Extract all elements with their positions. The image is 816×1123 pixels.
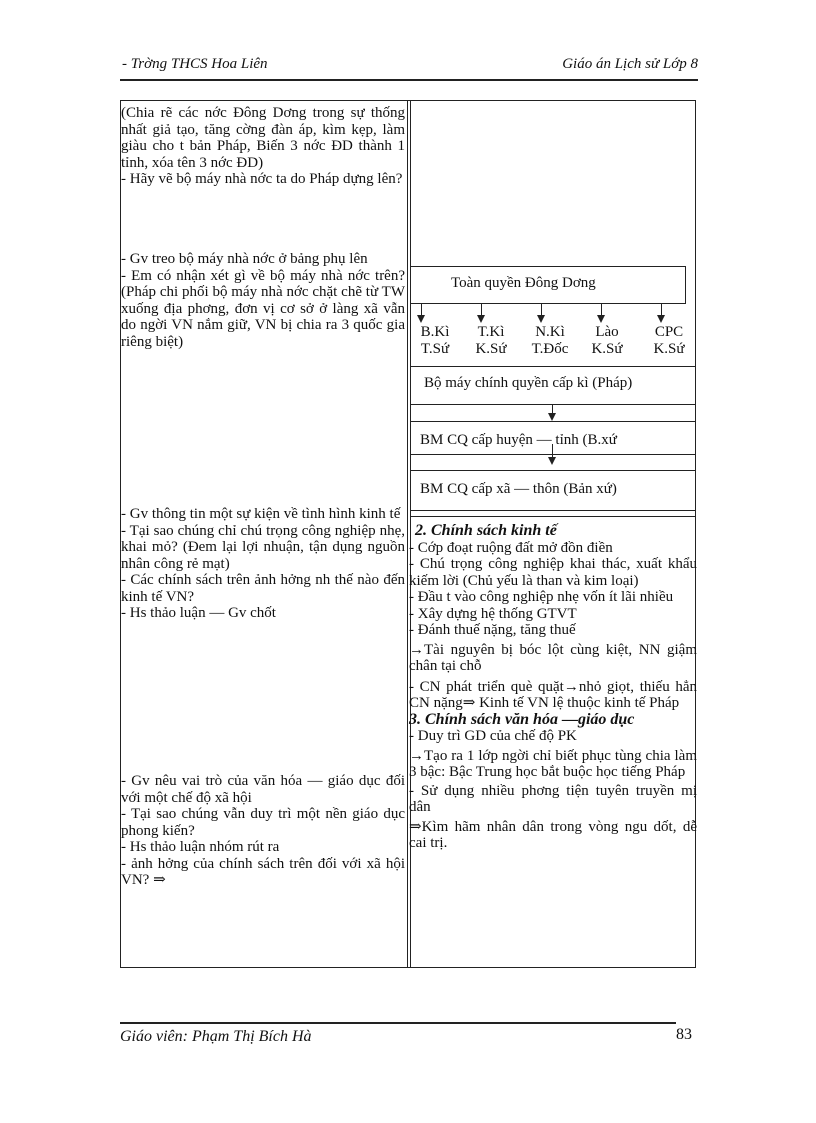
- section-heading: 3. Chính sách văn hóa —giáo dục: [409, 710, 635, 728]
- right-paragraph: →Tạo ra 1 lớp ngời chỉ biết phục tùng chia làm 3 bậc: Bậc Trung học bắt buộc học tiếng Pháp: [409, 747, 697, 780]
- level3-label: BM CQ cấp xã — thôn (Bản xứ): [420, 481, 617, 497]
- level1-label: Bộ máy chính quyền cấp kì (Pháp): [424, 375, 633, 391]
- arrow-down-icon: [477, 315, 485, 323]
- right-paragraph: - Xây dựng hệ thống GTVT: [409, 605, 577, 622]
- page-number: 83: [676, 1026, 692, 1043]
- level2-label: BM CQ cấp huyện — tỉnh (B.xứ: [420, 432, 617, 448]
- diagram-rule: [410, 404, 696, 405]
- left-paragraph: - Các chính sách trên ảnh hởng nh thế nào đến kinh tế VN?: [121, 572, 405, 605]
- diagram-rule: [410, 366, 696, 367]
- left-block-4: [121, 773, 405, 889]
- left-paragraph: - Tại sao chúng chỉ chú trọng công nghiệp nhẹ, khai mỏ? (Đem lại lợi nhuận, tận dụng nguồn nhân công rẻ mạt): [121, 522, 405, 572]
- arrow-down-icon: [417, 315, 425, 323]
- right-paragraph: →Tài nguyên bị bóc lột cùng kiệt, NN giậm chân tại chỗ: [409, 641, 697, 674]
- diagram-rule: [410, 516, 696, 517]
- right-paragraph: - Đánh thuế nặng, tăng thuế: [409, 622, 576, 638]
- right-paragraph: - Cớp đoạt ruộng đất mở đồn điền: [409, 539, 613, 556]
- page-header: [122, 56, 698, 76]
- section-heading: 2. Chính sách kinh tế: [415, 522, 557, 539]
- left-paragraph: - Hãy vẽ bộ máy nhà nớc ta do Pháp dựng lên?: [121, 171, 403, 187]
- governor-general-box: [410, 266, 686, 304]
- right-paragraph: - CN phát triển què quặt→nhỏ giọt, thiếu hẳn CN nặng⇒ Kinh tế VN lệ thuộc kinh tế Pháp: [409, 678, 697, 711]
- right-paragraph: - Duy trì GD của chế độ PK: [409, 728, 577, 744]
- left-paragraph: - Tại sao chúng vẫn duy trì một nền giáo dục phong kiến?: [121, 806, 405, 839]
- diagram-rule: [410, 454, 696, 455]
- left-block-2: [121, 251, 405, 350]
- header-rule: [120, 79, 698, 81]
- arrow-down-icon: [548, 413, 556, 421]
- school-name: - Trờng THCS Hoa Liên: [122, 56, 268, 72]
- arrow-down-icon: [537, 315, 545, 323]
- left-block-3: [121, 506, 405, 622]
- agency-nam-ki: N.Kì T.Đốc: [531, 324, 569, 357]
- left-paragraph: - Gv treo bộ máy nhà nớc ở bảng phụ lên: [121, 251, 368, 267]
- footer-rule: [120, 1022, 676, 1024]
- document-title: Giáo án Lịch sử Lớp 8: [562, 56, 698, 72]
- arrow-down-icon: [657, 315, 665, 323]
- right-paragraph: - Sử dụng nhiều phơng tiện tuyên truyền mị dân: [409, 782, 697, 815]
- agency-cpc: CPC K.Sứ: [653, 324, 685, 357]
- left-paragraph: (Chia rẽ các nớc Đông Dơng trong sự thống nhất giả tạo, tăng cờng đàn áp, kìm kẹp, làm giàu cho t bản Pháp, Biến 3 nớc ĐD thành 1 tỉnh, xóa tên 3 nớc ĐD): [121, 105, 405, 171]
- left-paragraph: - ảnh hởng của chính sách trên đối với xã hội VN? ⇒: [121, 855, 405, 888]
- left-paragraph: - Em có nhận xét gì về bộ máy nhà nớc trên? (Pháp chi phối bộ máy nhà nớc chặt chẽ từ TW xuống địa phơng, đơn vị cơ sở ở làng xã vẫn do ngời VN nắm giữ, VN bị chia ra 3 quốc gia riêng biệt): [121, 267, 405, 350]
- agency-bac-ki: B.Kì T.Sứ: [420, 324, 450, 357]
- left-paragraph: - Hs thảo luận nhóm rút ra: [121, 839, 280, 855]
- arrow-down-icon: [597, 315, 605, 323]
- left-paragraph: - Hs thảo luận — Gv chốt: [121, 605, 276, 621]
- diagram-rule: [410, 470, 696, 471]
- left-paragraph: - Gv nêu vai trò của văn hóa — giáo dục đối với một chế độ xã hội: [121, 773, 405, 806]
- agency-trung-ki: T.Kì K.Sứ: [475, 324, 507, 357]
- agency-lao: Lào K.Sứ: [591, 324, 623, 357]
- arrow-down-icon: [548, 457, 556, 465]
- diagram-rule: [410, 510, 696, 511]
- right-paragraph: - Chú trọng công nghiệp khai thác, xuất khẩu kiếm lời (Chủ yếu là than và kim loại): [409, 556, 697, 589]
- connector: [552, 444, 553, 458]
- right-paragraph: - Đầu t vào công nghiệp nhẹ vốn ít lãi nhiều: [409, 589, 674, 605]
- left-paragraph: - Gv thông tin một sự kiện về tình hình kinh tế: [121, 506, 401, 522]
- right-paragraph: ⇒Kìm hãm nhân dân trong vòng ngu dốt, dễ cai trị.: [409, 818, 697, 851]
- left-block-1: [121, 105, 405, 188]
- economic-policy-section: [409, 523, 697, 852]
- governor-general-label: Toàn quyền Đông Dơng: [451, 275, 596, 291]
- diagram-rule: [410, 421, 696, 422]
- teacher-name: Giáo viên: Phạm Thị Bích Hà: [120, 1028, 312, 1045]
- lesson-table: [120, 100, 696, 968]
